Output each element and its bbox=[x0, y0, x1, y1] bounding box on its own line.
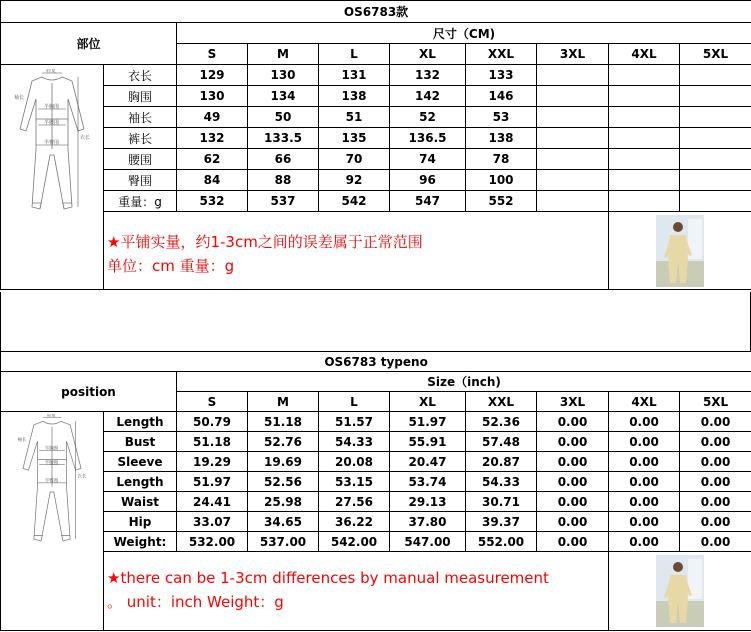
cell-value: 0.00 bbox=[537, 472, 609, 492]
cell-value: 532 bbox=[177, 191, 248, 212]
size-table-cn bbox=[0, 0, 751, 290]
table-row bbox=[1, 128, 751, 149]
cell-value bbox=[680, 191, 751, 212]
size-header: Size（inch) bbox=[177, 372, 751, 392]
cell-value: 0.00 bbox=[680, 412, 751, 432]
garment-diagram bbox=[1, 412, 104, 631]
cell-value: 537 bbox=[248, 191, 319, 212]
table-row bbox=[1, 65, 751, 86]
cell-value: 20.08 bbox=[319, 452, 390, 472]
cell-value: 131 bbox=[319, 65, 390, 86]
cell-value: 0.00 bbox=[537, 532, 609, 552]
product-photo bbox=[609, 212, 751, 290]
cell-value: 54.33 bbox=[466, 472, 537, 492]
row-label: 裤长 bbox=[104, 128, 177, 149]
cell-value: 30.71 bbox=[466, 492, 537, 512]
cell-value: 0.00 bbox=[537, 432, 609, 452]
cell-value: 0.00 bbox=[680, 512, 751, 532]
cell-value bbox=[537, 107, 609, 128]
svg-text:半臀围: 半臀围 bbox=[44, 479, 59, 484]
note-line: 单位：cm 重量：g bbox=[107, 257, 235, 275]
cell-value: 51.18 bbox=[177, 432, 248, 452]
size-col-header: S bbox=[177, 44, 248, 65]
cell-value bbox=[537, 170, 609, 191]
svg-text:衣长: 衣长 bbox=[77, 474, 87, 480]
svg-text:半腰围: 半腰围 bbox=[44, 120, 60, 126]
cell-value bbox=[609, 128, 680, 149]
size-col-header: XXL bbox=[466, 44, 537, 65]
cell-value: 100 bbox=[466, 170, 537, 191]
size-col-header: M bbox=[248, 392, 319, 412]
row-label: Hip bbox=[104, 512, 177, 532]
cell-value: 547 bbox=[390, 191, 466, 212]
svg-text:半胸围: 半胸围 bbox=[44, 446, 59, 452]
size-col-header: S bbox=[177, 392, 248, 412]
cell-value: 51.97 bbox=[390, 412, 466, 432]
cell-value: 70 bbox=[319, 149, 390, 170]
cell-value bbox=[609, 65, 680, 86]
cell-value: 49 bbox=[177, 107, 248, 128]
cell-value: 0.00 bbox=[609, 412, 680, 432]
cell-value: 0.00 bbox=[537, 412, 609, 432]
cell-value: 84 bbox=[177, 170, 248, 191]
row-label: 胸围 bbox=[104, 86, 177, 107]
note-line: ★there can be 1-3cm differences by manual measurement bbox=[107, 569, 549, 587]
cell-value: 53.15 bbox=[319, 472, 390, 492]
cell-value: 52.56 bbox=[248, 472, 319, 492]
note-line: ★平铺实量，约1-3cm之间的误差属于正常范围 bbox=[107, 233, 423, 251]
cell-value: 142 bbox=[390, 86, 466, 107]
row-label: 重量：g bbox=[104, 191, 177, 212]
cell-value: 96 bbox=[390, 170, 466, 191]
cell-value bbox=[609, 170, 680, 191]
cell-value bbox=[537, 191, 609, 212]
table-row bbox=[1, 191, 751, 212]
cell-value: 19.69 bbox=[248, 452, 319, 472]
table-title: OS6783 typeno bbox=[1, 352, 751, 372]
cell-value: 36.22 bbox=[319, 512, 390, 532]
cell-value: 88 bbox=[248, 170, 319, 191]
table-row bbox=[1, 107, 751, 128]
size-col-header: 3XL bbox=[537, 392, 609, 412]
cell-value: 136.5 bbox=[390, 128, 466, 149]
cell-value: 51 bbox=[319, 107, 390, 128]
cell-value bbox=[537, 149, 609, 170]
cell-value: 537.00 bbox=[248, 532, 319, 552]
cell-value: 0.00 bbox=[609, 472, 680, 492]
table-title: OS6783款 bbox=[1, 1, 751, 23]
cell-value: 66 bbox=[248, 149, 319, 170]
cell-value: 138 bbox=[319, 86, 390, 107]
cell-value bbox=[537, 65, 609, 86]
size-col-header: 4XL bbox=[609, 44, 680, 65]
cell-value: 132 bbox=[390, 65, 466, 86]
cell-value bbox=[609, 107, 680, 128]
cell-value: 0.00 bbox=[609, 492, 680, 512]
size-col-header: 4XL bbox=[609, 392, 680, 412]
cell-value: 57.48 bbox=[466, 432, 537, 452]
cell-value: 19.29 bbox=[177, 452, 248, 472]
cell-value: 133 bbox=[466, 65, 537, 86]
svg-text:袖长: 袖长 bbox=[14, 95, 25, 101]
cell-value: 532.00 bbox=[177, 532, 248, 552]
cell-value: 55.91 bbox=[390, 432, 466, 452]
position-header: 部位 bbox=[1, 23, 177, 65]
cell-value: 130 bbox=[177, 86, 248, 107]
table-row bbox=[1, 432, 751, 452]
cell-value: 0.00 bbox=[680, 492, 751, 512]
cell-value: 134 bbox=[248, 86, 319, 107]
svg-text:肩宽: 肩宽 bbox=[46, 414, 56, 419]
jumpsuit-outline-icon bbox=[12, 69, 92, 219]
cell-value: 0.00 bbox=[537, 492, 609, 512]
cell-value: 129 bbox=[177, 65, 248, 86]
cell-value bbox=[680, 128, 751, 149]
cell-value: 0.00 bbox=[537, 452, 609, 472]
size-col-header: L bbox=[319, 44, 390, 65]
table-row bbox=[1, 452, 751, 472]
row-label: 腰围 bbox=[104, 149, 177, 170]
cell-value bbox=[680, 86, 751, 107]
model-photo-icon bbox=[656, 215, 704, 287]
cell-value: 33.07 bbox=[177, 512, 248, 532]
table-row bbox=[1, 532, 751, 552]
size-header: 尺寸（CM) bbox=[177, 23, 751, 44]
note-line: 。 unit：inch Weight：g bbox=[107, 593, 284, 611]
cell-value: 39.37 bbox=[466, 512, 537, 532]
size-col-header: 5XL bbox=[680, 392, 751, 412]
svg-text:半胸围: 半胸围 bbox=[44, 104, 60, 110]
measurement-note bbox=[104, 552, 609, 631]
row-label: Waist bbox=[104, 492, 177, 512]
cell-value: 50 bbox=[248, 107, 319, 128]
cell-value bbox=[680, 65, 751, 86]
cell-value: 0.00 bbox=[609, 512, 680, 532]
size-col-header: M bbox=[248, 44, 319, 65]
cell-value bbox=[609, 191, 680, 212]
cell-value: 37.80 bbox=[390, 512, 466, 532]
cell-value: 135 bbox=[319, 128, 390, 149]
cell-value: 51.57 bbox=[319, 412, 390, 432]
size-col-header: 3XL bbox=[537, 44, 609, 65]
table-row bbox=[1, 492, 751, 512]
row-label: Weight: bbox=[104, 532, 177, 552]
row-label: 臀围 bbox=[104, 170, 177, 191]
cell-value: 92 bbox=[319, 170, 390, 191]
cell-value: 0.00 bbox=[609, 532, 680, 552]
cell-value bbox=[609, 149, 680, 170]
svg-text:衣长: 衣长 bbox=[80, 135, 91, 141]
cell-value: 54.33 bbox=[319, 432, 390, 452]
table-row bbox=[1, 170, 751, 191]
row-label: Sleeve bbox=[104, 452, 177, 472]
cell-value bbox=[537, 128, 609, 149]
cell-value: 0.00 bbox=[680, 452, 751, 472]
product-photo bbox=[609, 552, 751, 631]
cell-value: 542.00 bbox=[319, 532, 390, 552]
cell-value: 25.98 bbox=[248, 492, 319, 512]
cell-value: 0.00 bbox=[537, 512, 609, 532]
cell-value: 51.97 bbox=[177, 472, 248, 492]
model-photo-icon bbox=[656, 555, 704, 627]
size-col-header: XL bbox=[390, 392, 466, 412]
cell-value: 50.79 bbox=[177, 412, 248, 432]
table-row bbox=[1, 149, 751, 170]
table-row bbox=[1, 412, 751, 432]
cell-value: 24.41 bbox=[177, 492, 248, 512]
row-label: 衣长 bbox=[104, 65, 177, 86]
cell-value bbox=[680, 149, 751, 170]
cell-value: 53 bbox=[466, 107, 537, 128]
jumpsuit-outline-icon bbox=[12, 414, 92, 550]
table-row bbox=[1, 512, 751, 532]
cell-value: 52.36 bbox=[466, 412, 537, 432]
cell-value: 20.87 bbox=[466, 452, 537, 472]
cell-value: 0.00 bbox=[609, 452, 680, 472]
cell-value: 0.00 bbox=[680, 432, 751, 452]
cell-value: 0.00 bbox=[680, 532, 751, 552]
cell-value bbox=[609, 86, 680, 107]
cell-value: 34.65 bbox=[248, 512, 319, 532]
cell-value: 0.00 bbox=[680, 472, 751, 492]
table-row bbox=[1, 472, 751, 492]
cell-value: 52.76 bbox=[248, 432, 319, 452]
cell-value bbox=[680, 170, 751, 191]
cell-value: 542 bbox=[319, 191, 390, 212]
cell-value: 53.74 bbox=[390, 472, 466, 492]
size-col-header: L bbox=[319, 392, 390, 412]
cell-value: 132 bbox=[177, 128, 248, 149]
cell-value: 133.5 bbox=[248, 128, 319, 149]
measurement-note bbox=[104, 212, 609, 290]
size-table-en bbox=[0, 351, 751, 631]
row-label: 袖长 bbox=[104, 107, 177, 128]
row-label: Length bbox=[104, 472, 177, 492]
cell-value: 552.00 bbox=[466, 532, 537, 552]
cell-value: 20.47 bbox=[390, 452, 466, 472]
cell-value bbox=[537, 86, 609, 107]
cell-value: 138 bbox=[466, 128, 537, 149]
cell-value: 51.18 bbox=[248, 412, 319, 432]
cell-value: 78 bbox=[466, 149, 537, 170]
position-header: position bbox=[1, 372, 177, 412]
row-label: Length bbox=[104, 412, 177, 432]
table-row bbox=[1, 86, 751, 107]
cell-value: 62 bbox=[177, 149, 248, 170]
size-col-header: XXL bbox=[466, 392, 537, 412]
cell-value: 130 bbox=[248, 65, 319, 86]
garment-diagram bbox=[1, 65, 104, 290]
svg-text:肩宽: 肩宽 bbox=[46, 69, 57, 74]
cell-value: 52 bbox=[390, 107, 466, 128]
row-label: Bust bbox=[104, 432, 177, 452]
section-spacer bbox=[0, 292, 751, 352]
cell-value: 27.56 bbox=[319, 492, 390, 512]
cell-value: 547.00 bbox=[390, 532, 466, 552]
cell-value: 74 bbox=[390, 149, 466, 170]
size-col-header: 5XL bbox=[680, 44, 751, 65]
svg-text:半腰围: 半腰围 bbox=[44, 460, 59, 466]
cell-value bbox=[680, 107, 751, 128]
cell-value: 146 bbox=[466, 86, 537, 107]
cell-value: 0.00 bbox=[609, 432, 680, 452]
size-col-header: XL bbox=[390, 44, 466, 65]
svg-text:袖长: 袖长 bbox=[17, 438, 27, 444]
svg-text:半臀围: 半臀围 bbox=[44, 140, 60, 146]
cell-value: 29.13 bbox=[390, 492, 466, 512]
cell-value: 552 bbox=[466, 191, 537, 212]
